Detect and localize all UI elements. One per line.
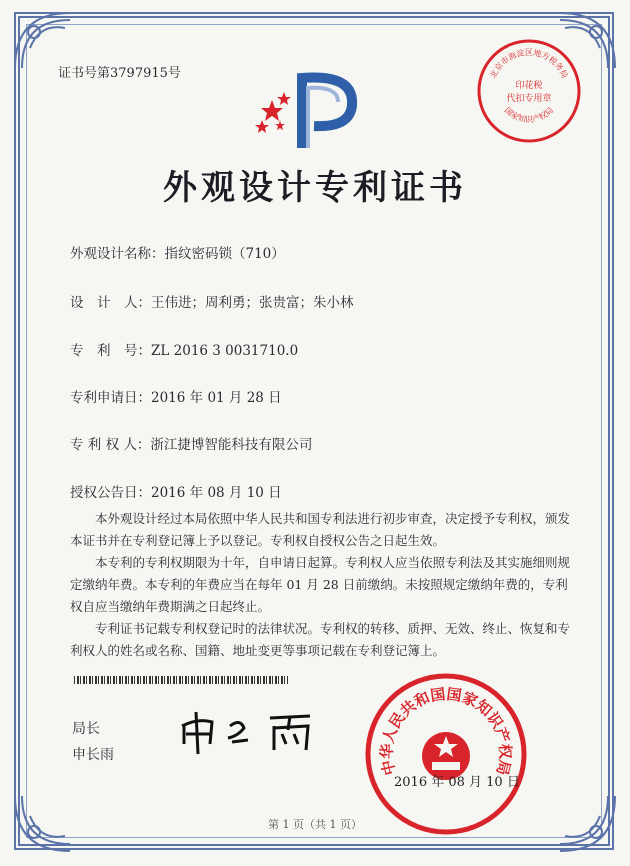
patent-number-field: 专 利 号：ZL 2016 3 0031710.0 <box>70 343 299 359</box>
tax-stamp-bottom-text: 国家知识产权局 <box>502 105 556 125</box>
grant-date-field: 授权公告日：2016 年 08 月 10 日 <box>70 485 282 501</box>
seal-date: 2016 年 08 月 10 日 <box>394 775 520 790</box>
body-paragraph: 专利证书记载专利权登记时的法律状况。专利权的转移、质押、无效、终止、恢复和专利权人的姓名或名称、国籍、地址变更等事项记载在专利登记簿上。 <box>70 621 571 658</box>
seal-text: 中华人民共和国国家知识产权局 <box>377 685 515 778</box>
tax-stamp-text: 北京市海淀区地方税务局 <box>488 47 570 80</box>
page-title: 外观设计专利证书 <box>163 168 467 208</box>
certificate-number: 证书号第3797915号 <box>58 66 181 81</box>
barcode <box>74 676 288 684</box>
patentee-field: 专 利 权 人：浙江捷博智能科技有限公司 <box>70 437 313 453</box>
svg-text:国家知识产权局 <box>503 106 555 125</box>
tax-stamp-inner: 代扣专用章 <box>506 94 552 104</box>
patent-office-logo-icon <box>250 70 370 150</box>
director-title: 局长 <box>72 721 100 737</box>
designers-field: 设 计 人：王伟进；周利勇；张贵富；朱小林 <box>70 295 354 311</box>
director-signature <box>178 704 328 756</box>
director-name: 申长雨 <box>72 747 114 763</box>
body-paragraph: 本专利的专利权期限为十年，自申请日起算。专利权人应当依照专利法及其实施细则规定缴纳年费。本专利的年费应当在每年 01 月 28 日前缴纳。未按照规定缴纳年费的，专利权自应当缴纳年费期满之日起终止。 <box>70 555 571 614</box>
tax-stamp-inner: 印花税 <box>515 81 543 91</box>
tax-stamp <box>476 38 582 144</box>
application-date-field: 专利申请日：2016 年 01 月 28 日 <box>70 390 282 406</box>
design-name-field: 外观设计名称：指纹密码锁（710） <box>70 246 285 262</box>
body-paragraph: 本外观设计经过本局依照中华人民共和国专利法进行初步审查，决定授予专利权，颁发本证书并在专利登记簿上予以登记。专利权自授权公告之日起生效。 <box>70 511 571 548</box>
page-footer: 第 1 页（共 1 页） <box>268 818 362 831</box>
official-seal <box>364 672 528 836</box>
